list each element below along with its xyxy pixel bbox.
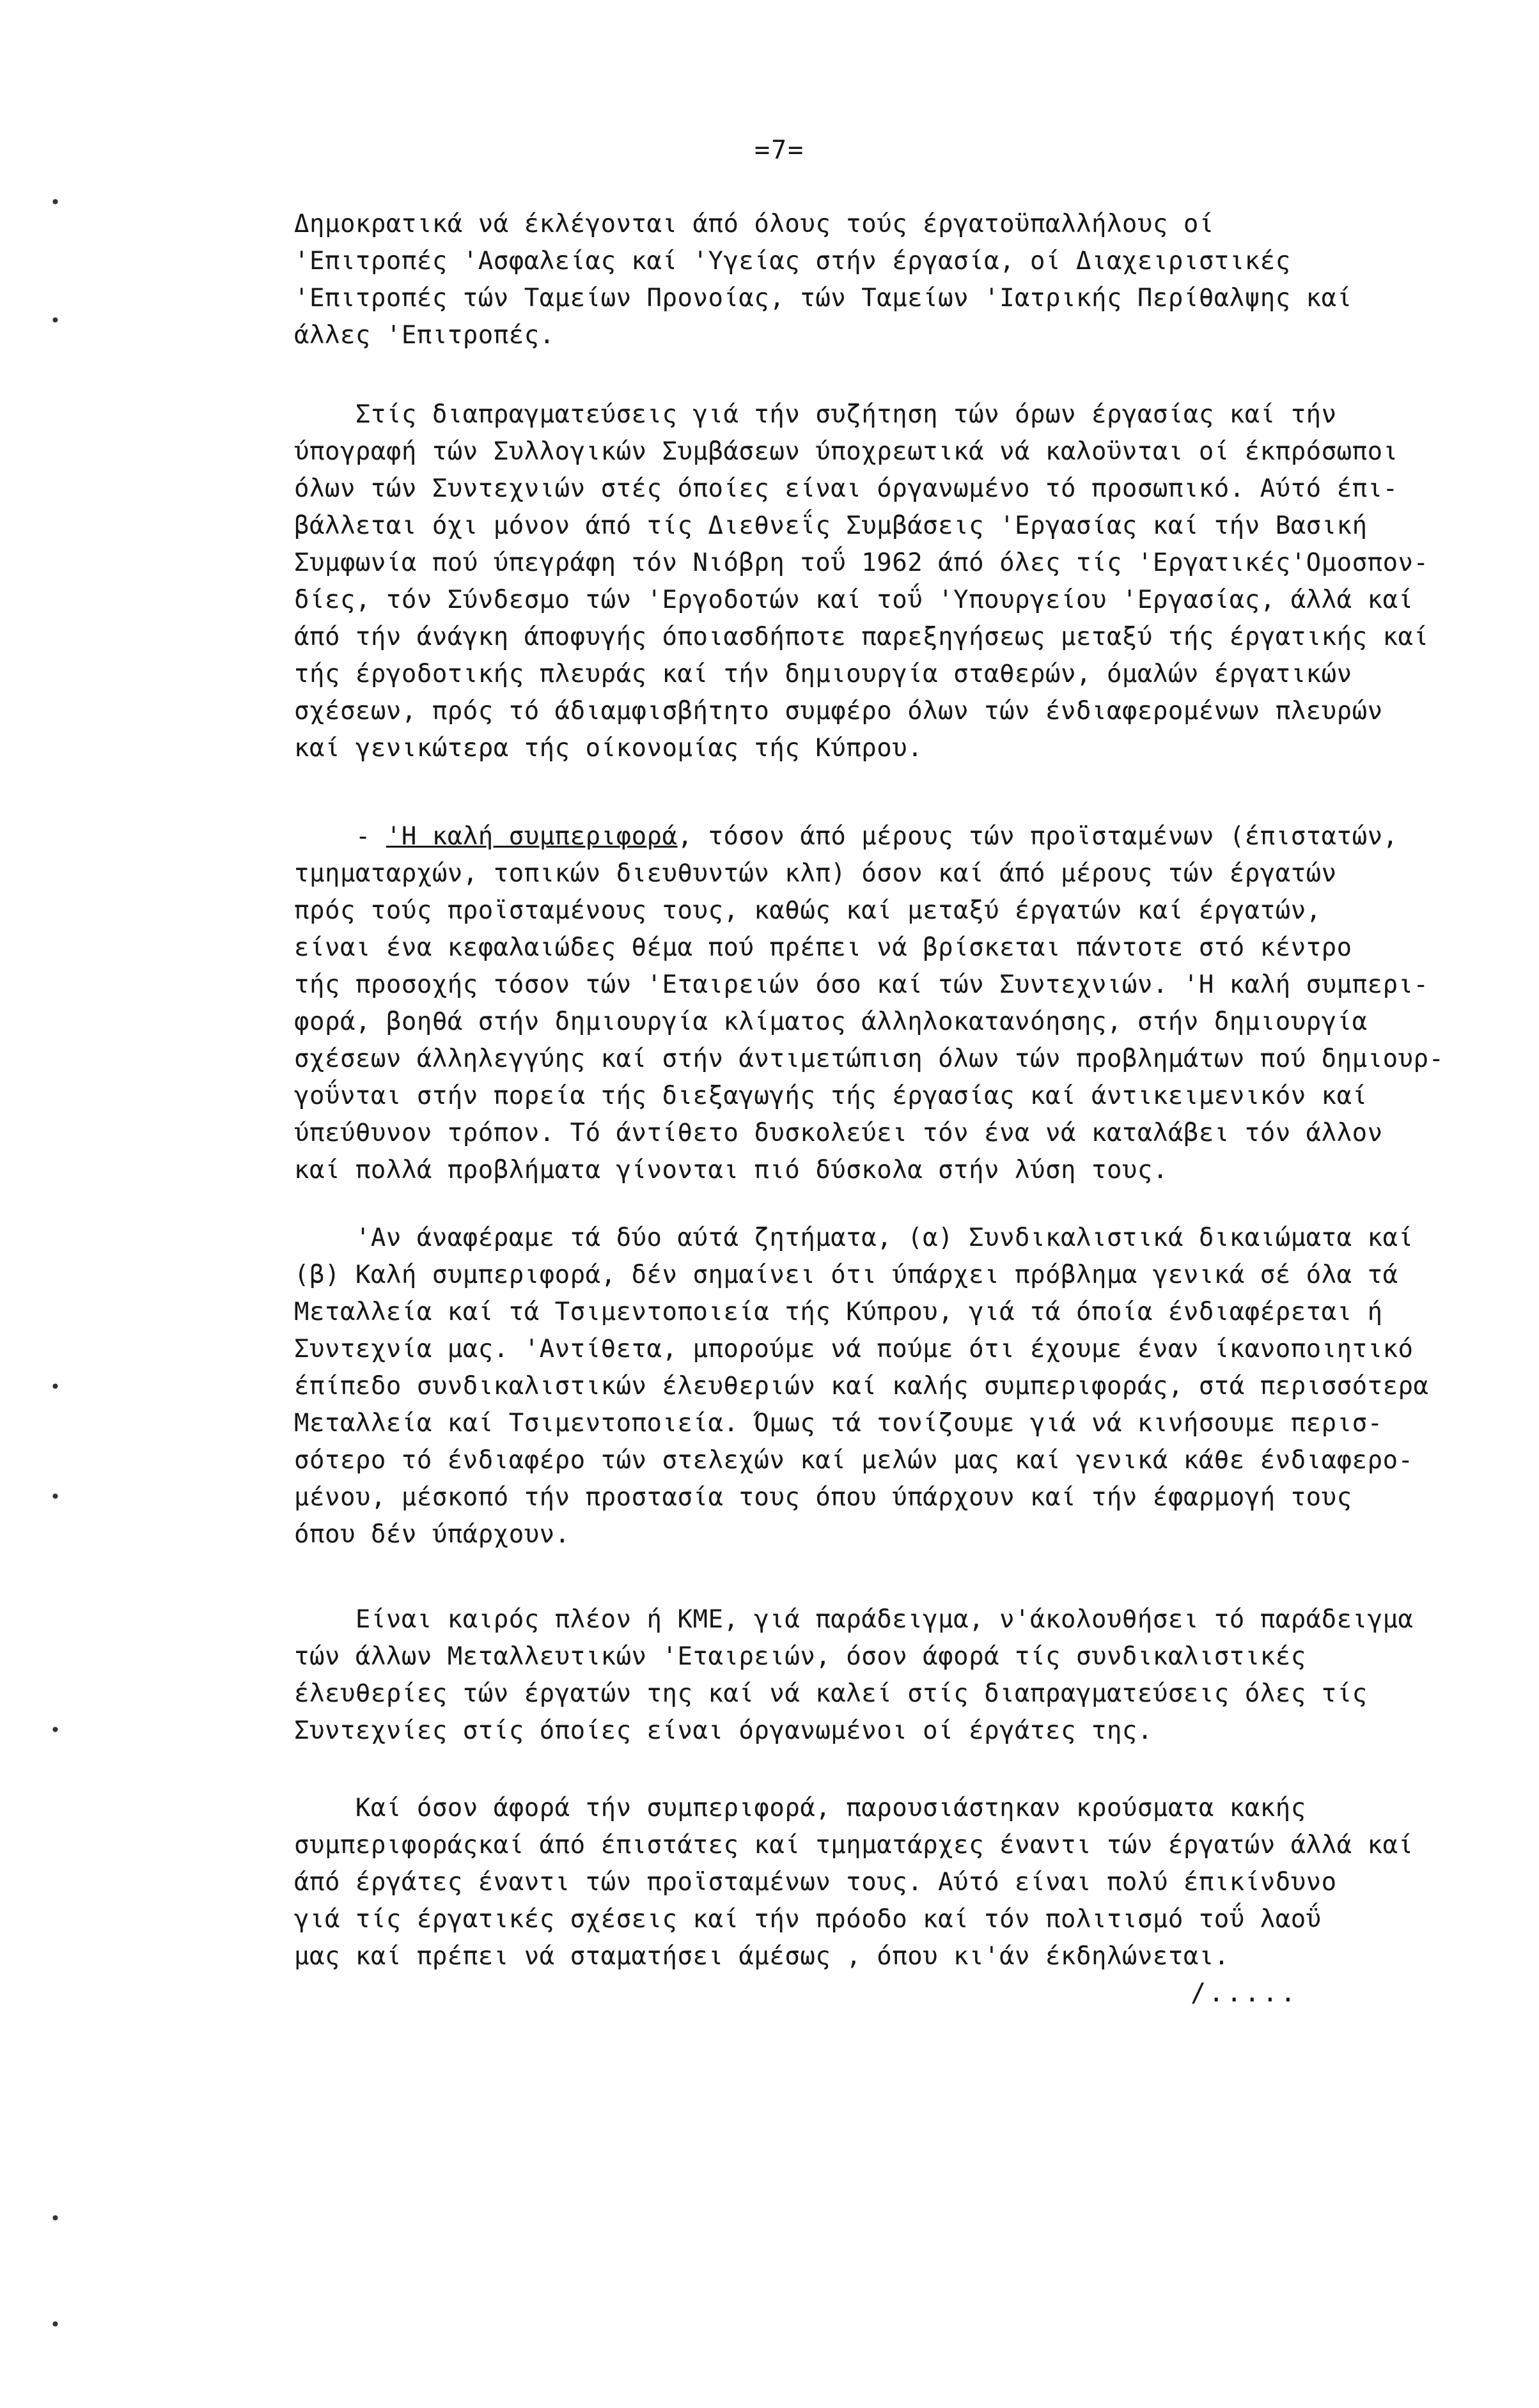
text-line: γιά τίς έργατικές σχέσεις καί τήν πρόοδο καί τόν πολιτισμό τοΰ λαοΰ (294, 1905, 1322, 1934)
text-line: τών άλλων Μεταλλευτικών 'Εταιρειών, όσον άφορά τίς συνδικαλιστικές (294, 1642, 1306, 1671)
text-line: άπό έργάτες έναντι τών προϊσταμένων τους. Αύτό είναι πολύ έπικίνδυνο (294, 1868, 1337, 1897)
text-line: μας καί πρέπει νά σταματήσει άμέσως , όπου κι'άν έκδηλώνεται. (294, 1942, 1230, 1971)
scan-speck: • (50, 1486, 61, 1507)
text-line (294, 818, 1490, 855)
text-line: άπό τήν άνάγκη άποφυγής όποιασδήποτε παρεξηγήσεως μεταξύ τής έργατικής καί (294, 623, 1429, 651)
underlined-phrase: 'Η καλή συμπεριφορά (386, 822, 678, 851)
continuation-mark: /..... (1191, 1978, 1299, 2008)
text-line: σότερο τό ένδιαφέρο τών στελεχών καί μελών μας καί γενικά κάθε ένδιαφερο- (294, 1446, 1414, 1475)
text-line: είναι ένα κεφαλαιώδες θέμα πού πρέπει νά βρίσκεται πάντοτε στό κέντρο (294, 933, 1352, 962)
text-line: έπίπεδο συνδικαλιστικών έλευθεριών καί καλής συμπεριφοράς, στά περισσότερα (294, 1372, 1429, 1401)
text-line: ύπογραφή τών Συλλογικών Συμβάσεων ύποχρεωτικά νά καλοϋνται οί έκπρόσωποι (294, 437, 1398, 466)
text-line: έλευθερίες τών έργατών της καί νά καλεί στίς διαπραγματεύσεις όλες τίς (294, 1679, 1368, 1708)
text-line: Στίς διαπραγματεύσεις γιά τήν συζήτηση τών όρων έργασίας καί τήν (294, 400, 1337, 429)
text-line: σχέσεων άλληλεγγύης καί στήν άντιμετώπιση όλων τών προβλημάτων πού δημιουρ- (294, 1045, 1444, 1073)
text-line: (β) Καλή συμπεριφορά, δέν σημαίνει ότι ύπάρχει πρόβλημα γενικά σέ όλα τά (294, 1261, 1398, 1289)
page-number: =7= (754, 136, 805, 165)
text-line: συμπεριφοράςκαί άπό έπιστάτες καί τμηματάρχες έναντι τών έργατών άλλά καί (294, 1831, 1414, 1860)
text-line: άλλες 'Επιτροπές. (294, 321, 555, 350)
text-line: Καί όσον άφορά τήν συμπεριφορά, παρουσιάστηκαν κρούσματα κακής (294, 1794, 1306, 1822)
text-line: γοΰνται στήν πορεία τής διεξαγωγής τής έργασίας καί άντικειμενικόν καί (294, 1082, 1368, 1110)
text-line: καί γενικώτερα τής οίκονομίας τής Κύπρου. (294, 734, 923, 763)
scan-speck: • (50, 192, 61, 213)
scan-speck: • (50, 310, 61, 331)
text-line: 'Αν άναφέραμε τά δύο αύτά ζητήματα, (α) Συνδικαλιστικά δικαιώματα καί (294, 1223, 1414, 1252)
text-line: τμηματαρχών, τοπικών διευθυντών κλπ) όσον καί άπό μέρους τών έργατών (294, 859, 1337, 888)
paragraph-2 (294, 396, 1490, 767)
text-line: Συντεχνία μας. 'Αντίθετα, μπορούμε νά πούμε ότι έχουμε έναν ίκανοποιητικό (294, 1335, 1414, 1363)
scan-speck: • (50, 2314, 61, 2335)
paragraph-5 (294, 1601, 1490, 1750)
paragraph-4 (294, 1220, 1490, 1553)
scan-speck: • (50, 1376, 61, 1397)
scan-speck: • (50, 2208, 61, 2229)
text-line: Μεταλλεία καί τά Τσιμεντοποιεία τής Κύπρου, γιά τά όποία ένδιαφέρεται ή (294, 1298, 1383, 1326)
text-line: σχέσεων, πρός τό άδιαμφισβήτητο συμφέρο όλων τών ένδιαφερομένων πλευρών (294, 697, 1383, 726)
text-line: τής προσοχής τόσον τών 'Εταιρειών όσο καί τών Συντεχνιών. 'Η καλή συμπερι- (294, 970, 1429, 999)
paragraph-6 (294, 1790, 1490, 1975)
text-line: ύπεύθυνον τρόπον. Τό άντίθετο δυσκολεύει τόν ένα νά καταλάβει τόν άλλον (294, 1119, 1383, 1147)
text-line: μένου, μέσκοπό τήν προστασία τους όπου ύπάρχουν καί τήν έφαρμογή τους (294, 1483, 1352, 1512)
text-line: 'Επιτροπές τών Ταμείων Προνοίας, τών Ταμείων 'Ιατρικής Περίθαλψης καί (294, 284, 1352, 313)
text-line: Μεταλλεία καί Τσιμεντοποιεία. Όμως τά τονίζουμε γιά νά κινήσουμε περισ- (294, 1409, 1383, 1438)
text-line: δίες, τόν Σύνδεσμο τών 'Εργοδοτών καί τοΰ 'Υπουργείου 'Εργασίας, άλλά καί (294, 586, 1414, 614)
text-line: όπου δέν ύπάρχουν. (294, 1520, 570, 1549)
scan-speck: • (50, 1720, 61, 1741)
text-line: Δημοκρατικά νά έκλέγονται άπό όλους τούς έργατοϋπαλλήλους οί (294, 210, 1214, 238)
text-line: φορά, βοηθά στήν δημιουργία κλίματος άλληλοκατανόησης, στήν δημιουργία (294, 1007, 1368, 1036)
text-line: βάλλεται όχι μόνον άπό τίς Διεθνεΐς Συμβάσεις 'Εργασίας καί τήν Βασική (294, 511, 1368, 540)
text-line: τής έργοδοτικής πλευράς καί τήν δημιουργία σταθερών, όμαλών έργατικών (294, 660, 1352, 688)
text-line: πρός τούς προϊσταμένους τους, καθώς καί μεταξύ έργατών καί έργατών, (294, 896, 1322, 925)
text-line: Είναι καιρός πλέον ή ΚΜΕ, γιά παράδειγμα, ν'άκολουθήσει τό παράδειγμα (294, 1605, 1414, 1634)
dash-lead: - (294, 822, 386, 851)
paragraph-3 (294, 818, 1490, 1189)
text-line: Συμφωνία πού ύπεγράφη τόν Νιόβρη τοΰ 1962 άπό όλες τίς 'Εργατικές'Ομοσπον- (294, 548, 1429, 577)
text-line: Συντεχνίες στίς όποίες είναι όργανωμένοι οί έργάτες της. (294, 1716, 1153, 1745)
text-line: 'Επιτροπές 'Ασφαλείας καί 'Υγείας στήν έργασία, οί Διαχειριστικές (294, 247, 1291, 276)
paragraph-1 (294, 206, 1490, 354)
text-line: όλων τών Συντεχνιών στές όποίες είναι όργανωμένο τό προσωπικό. Αύτό έπι- (294, 474, 1398, 503)
text-line: καί πολλά προβλήματα γίνονται πιό δύσκολα στήν λύση τους. (294, 1156, 1168, 1185)
text-segment: , τόσον άπό μέρους τών προϊσταμένων (έπιστατών, (677, 822, 1398, 851)
